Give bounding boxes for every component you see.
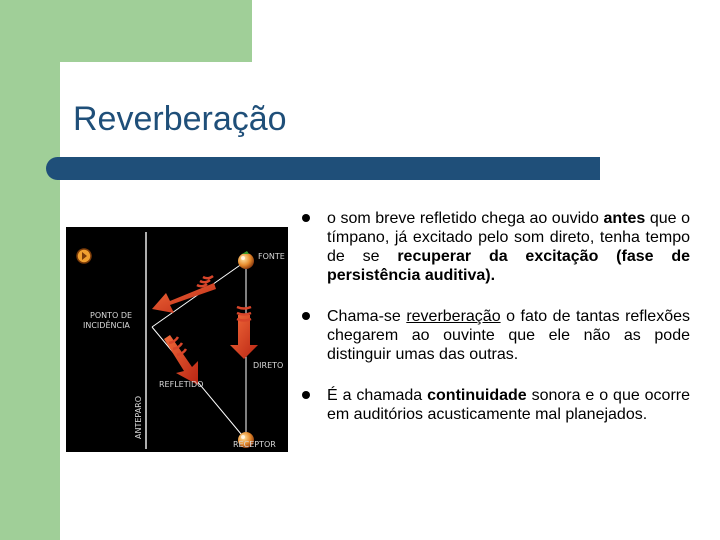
bullet-dot-icon <box>302 312 310 320</box>
label-direto: DIRETO <box>253 361 284 370</box>
label-ponto-2: INCIDÊNCIA <box>83 321 130 330</box>
bullet-text: o fato de tantas reflexões chegarem ao ouvinte que ele não as pode distinguir umas das outras. <box>327 308 690 363</box>
diagram-svg <box>66 227 288 452</box>
bullet-text: que o tímpano, já excitado pelo som direto, tenha tempo de se <box>327 210 690 265</box>
bullet-item <box>300 209 690 285</box>
slide-title: Reverberação <box>73 100 287 138</box>
bullet-bold-text: recuperar da excitação (fase de persistência auditiva). <box>327 248 690 284</box>
bullet-text: É a chamada <box>327 387 428 404</box>
bullet-bold-text: antes <box>603 210 646 227</box>
label-ponto-1: PONTO DE <box>90 311 133 320</box>
background-green-left <box>0 0 60 540</box>
label-receptor: RECEPTOR <box>233 440 276 449</box>
wave-arrow-icon <box>230 307 258 359</box>
bullet-item <box>300 386 690 424</box>
reverberation-diagram <box>66 227 288 452</box>
bullet-dot-icon <box>302 214 310 222</box>
bullet-bold-text: continuidade <box>427 387 527 404</box>
bullet-text: sonora e o que ocorre em auditórios acusticamente mal planejados. <box>327 387 690 423</box>
bullet-list <box>300 209 690 424</box>
speaker-icon <box>77 249 91 263</box>
bullet-item <box>300 307 690 364</box>
label-refletido: REFLETIDO <box>159 380 204 389</box>
bullet-dot-icon <box>302 391 310 399</box>
label-fonte: FONTE <box>258 252 285 261</box>
wave-arrow-icon <box>152 276 216 313</box>
bullet-text: Chama-se <box>327 308 407 325</box>
wave-arrow-icon <box>164 335 198 385</box>
source-icon <box>238 251 254 269</box>
bullet-text: o som breve refletido chega ao ouvido <box>327 210 604 227</box>
title-underline-bar <box>46 157 600 180</box>
bullet-underlined-text: reverberação <box>406 308 501 325</box>
label-anteparo: ANTEPARO <box>134 395 143 439</box>
